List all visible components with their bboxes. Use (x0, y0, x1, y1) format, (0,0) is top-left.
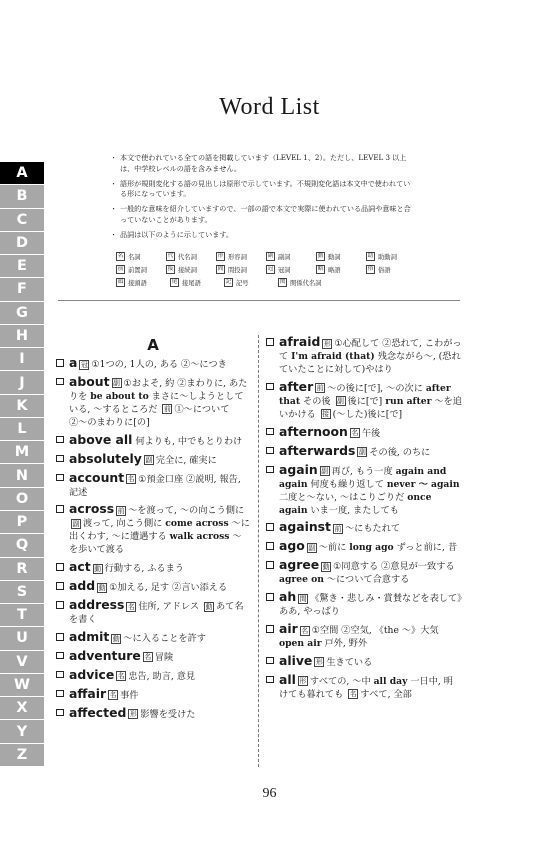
legend-item (216, 265, 266, 274)
entry-checkbox[interactable] (56, 671, 64, 679)
pos-symbol: 名 (127, 475, 135, 484)
headword: against (279, 519, 331, 535)
word-entry (56, 598, 250, 626)
definition-text: 何よりも, 中でもとりわけ (132, 435, 243, 447)
alphabet-tab-b[interactable]: B (0, 185, 44, 208)
phrase: all day (373, 675, 408, 687)
section-heading: A (147, 336, 159, 354)
pos-symbol: 動 (317, 253, 324, 259)
word-entry (56, 649, 250, 664)
phrase: run after (385, 395, 432, 407)
entry-checkbox[interactable] (266, 466, 274, 474)
pos-symbol: 動 (94, 564, 102, 573)
word-entry (266, 590, 462, 618)
entry-checkbox[interactable] (266, 561, 274, 569)
legend-label: 名詞 (128, 254, 141, 261)
pos-symbol: 副 (267, 253, 274, 259)
definition-text: 〜に出くわす, 〜に遭遇する (69, 518, 250, 543)
word-entry (56, 630, 250, 645)
pos-symbol: 名 (117, 672, 125, 681)
entry-checkbox[interactable] (56, 359, 64, 367)
headword: about (69, 373, 110, 389)
phrase: after that (279, 382, 451, 407)
entry-checkbox[interactable] (56, 455, 64, 463)
legend-label: 接尾語 (182, 280, 201, 287)
definition-text: 忠告, 助言, 意見 (128, 670, 196, 682)
definition-text: 事件 (120, 689, 139, 701)
headword: air (279, 621, 298, 637)
headword: add (69, 578, 96, 594)
pos-symbol: 間 (217, 266, 224, 272)
entry-checkbox[interactable] (56, 690, 64, 698)
definition-text: 〜の後に[で], 〜の次に (327, 382, 426, 394)
pos-symbol: 略 (317, 266, 324, 272)
pos-symbol: 前 (316, 384, 324, 393)
phrase: come across (165, 518, 229, 530)
pos-symbol: 代 (167, 253, 174, 259)
headword: afraid (279, 334, 321, 349)
phrase: walk across (169, 531, 230, 543)
pos-symbol: 動 (112, 634, 120, 643)
pos-symbol: 形 (217, 253, 224, 259)
definition-text: ずっと前に, 昔 (393, 542, 458, 554)
headword: ah (279, 589, 297, 605)
pos-symbol: 前 (334, 524, 342, 533)
headword: affair (69, 685, 107, 701)
legend-label: 略語 (328, 267, 341, 274)
definition-text: あて名を書く (69, 601, 244, 626)
pos-symbol: 名 (117, 253, 124, 259)
definition-text: ①空間 ②空気, 《the 〜》大気 (311, 625, 439, 637)
legend-item (316, 252, 366, 261)
definition-text: 住所, アドレス (138, 601, 202, 613)
entry-checkbox[interactable] (56, 563, 64, 571)
pos-symbol: 名 (301, 626, 309, 635)
entry-checkbox[interactable] (56, 709, 64, 717)
alphabet-tab-u[interactable]: U (0, 627, 44, 650)
definition-text: 二度と〜ない, 〜はこりごりだ (279, 491, 408, 503)
alphabet-tab-k[interactable]: K (0, 395, 44, 418)
word-entry (56, 471, 250, 499)
headword: afterwards (279, 442, 356, 458)
entry-checkbox[interactable] (266, 523, 274, 531)
legend-item (116, 252, 166, 261)
word-entry (56, 356, 250, 371)
pos-symbol: 助 (367, 253, 374, 259)
definition-text: すべての, 〜中 (309, 675, 374, 687)
column-divider (258, 335, 259, 767)
definition-text: 〜を渡って, 〜の向こう側に (128, 505, 245, 517)
pos-symbol: 形 (315, 658, 323, 667)
definition-text: 〜に入ることを許す (123, 633, 206, 645)
word-entry (56, 668, 250, 683)
pos-symbol: 動 (98, 583, 106, 592)
legend-label: 関係代名詞 (290, 280, 322, 287)
pos-symbol: 接 (167, 266, 174, 272)
divider (58, 300, 460, 301)
pos-symbol: 接 (322, 410, 330, 419)
entry-checkbox[interactable] (266, 676, 274, 684)
phrase: be about to (90, 390, 149, 402)
word-entry (56, 375, 250, 429)
pos-symbol: 動 (205, 602, 213, 611)
definition-text: 〜を歩いて渡る (69, 531, 242, 556)
legend-label: 冠詞 (278, 267, 291, 274)
part-of-speech-legend (116, 250, 416, 289)
definition-text: その後, のちに (369, 446, 431, 458)
pos-symbol: 形 (299, 677, 307, 686)
word-entry (266, 380, 462, 421)
pos-symbol: 名 (351, 429, 359, 438)
alphabet-tab-j[interactable]: J (0, 371, 44, 394)
word-entry (266, 520, 462, 535)
alphabet-tab-s[interactable]: S (0, 581, 44, 604)
definition-text: 〜を追いかける (279, 395, 462, 420)
pos-symbol: 副 (321, 467, 329, 476)
legend-item (266, 265, 316, 274)
pos-symbol: 間 (299, 594, 307, 603)
usage-note: ・ 一般的な意味を紹介していますので、一部の語で本文で実際に使われている品詞や意味と合っていないことがあります。 (112, 204, 412, 226)
legend-item (170, 278, 224, 287)
pos-symbol: 俗 (367, 266, 374, 272)
word-entry (56, 452, 250, 467)
pos-symbol: 記 (225, 279, 232, 285)
pos-symbol: 副 (308, 543, 316, 552)
headword: act (69, 559, 91, 575)
headword: alive (279, 652, 313, 668)
usage-note: ・ 本文で使われている全ての語を掲載しています（LEVEL 1、2）。ただし、LEVEL 3 以上は、中学校レベルの語を含みません。 (112, 153, 412, 175)
headword: adventure (69, 647, 141, 663)
word-entry (266, 673, 462, 701)
usage-notes (112, 153, 412, 245)
word-entry (266, 539, 462, 554)
definition-text: ①加える, 足す ②言い添える (109, 582, 228, 594)
alphabet-tab-e[interactable]: E (0, 255, 44, 278)
legend-item (366, 265, 416, 274)
legend-label: 助動詞 (378, 254, 397, 261)
definition-text: ①同意する ②意見が一致する (333, 561, 455, 573)
pos-symbol: 頭 (117, 279, 124, 285)
legend-label: 記号 (236, 280, 249, 287)
definition-text: 《驚き・悲しみ・賞賛などを表して》ああ, やっぱり (279, 593, 462, 618)
pos-symbol: 名 (127, 602, 135, 611)
headword: agree (279, 557, 320, 573)
word-entry (56, 560, 250, 575)
entry-checkbox[interactable] (56, 652, 64, 660)
legend-label: 接続詞 (178, 267, 197, 274)
pos-symbol: 副 (358, 448, 366, 457)
word-entry (56, 502, 250, 556)
pos-symbol: 前 (117, 266, 124, 272)
legend-item (166, 252, 216, 261)
entry-checkbox[interactable] (266, 428, 274, 436)
page-number: 96 (262, 786, 277, 801)
word-entry (56, 687, 250, 702)
pos-symbol: 名 (144, 653, 152, 662)
legend-item (366, 252, 416, 261)
entry-checkbox[interactable] (266, 383, 274, 391)
definition-text: ①心配して ②恐れて, こわがって (279, 338, 462, 362)
entry-checkbox[interactable] (56, 436, 64, 444)
pos-symbol: 副 (113, 379, 120, 388)
legend-row (116, 263, 416, 276)
word-entry (266, 558, 462, 586)
headword: ago (279, 538, 305, 554)
entry-checkbox[interactable] (56, 505, 64, 513)
definition-text: すべて, 全部 (360, 688, 412, 700)
pos-symbol: 関 (279, 279, 286, 285)
headword: afternoon (279, 423, 348, 439)
phrase: I'm afraid (that) (291, 351, 375, 362)
word-entry (266, 622, 462, 650)
definition-text: 戸外, 野外 (321, 638, 368, 650)
usage-note: ・ 語形が規則変化する語の見出しは原形で示しています。不規則変化語は本文中で使われている形になっています。 (112, 179, 412, 201)
legend-item (316, 265, 366, 274)
phrase: long ago (349, 542, 394, 554)
alphabet-index (0, 162, 44, 767)
entry-checkbox[interactable] (56, 474, 64, 482)
legend-label: 俗語 (378, 267, 391, 274)
legend-item (166, 265, 216, 274)
phrase: again and again (279, 465, 447, 490)
alphabet-tab-r[interactable]: R (0, 558, 44, 581)
legend-label: 形容詞 (228, 254, 247, 261)
alphabet-tab-l[interactable]: L (0, 418, 44, 441)
legend-row (116, 276, 416, 289)
alphabet-tab-o[interactable]: O (0, 488, 44, 511)
legend-item (224, 278, 278, 287)
legend-row (116, 250, 416, 263)
word-entry (56, 706, 250, 721)
word-entry (266, 425, 462, 440)
legend-label: 接頭語 (128, 280, 147, 287)
alphabet-tab-x[interactable]: X (0, 697, 44, 720)
alphabet-tab-n[interactable]: N (0, 464, 44, 487)
pos-symbol: 副 (145, 456, 153, 465)
alphabet-tab-p[interactable]: P (0, 511, 44, 534)
entry-checkbox[interactable] (266, 542, 274, 550)
headword: affected (69, 704, 127, 720)
headword: above all (69, 431, 133, 447)
headword: again (279, 461, 318, 477)
definition-text: (〜した)後に[で] (332, 408, 403, 420)
pos-symbol: 前 (164, 405, 171, 414)
headword: after (279, 378, 314, 394)
pos-symbol: 副 (72, 519, 80, 528)
headword: a (69, 355, 78, 370)
phrase: agree on (279, 574, 324, 586)
definition-text: ①およそ, 約 ②まわりに, あたりを (69, 377, 248, 402)
alphabet-tab-w[interactable]: W (0, 674, 44, 697)
legend-item (216, 252, 266, 261)
definition-text: 渡って, 向こう側に (83, 518, 166, 530)
headword: absolutely (69, 450, 142, 466)
definition-text: 〜前に (318, 542, 350, 554)
alphabet-tab-v[interactable]: V (0, 651, 44, 674)
definition-text: ①預金口座 ②説明, 報告, 記述 (69, 473, 241, 498)
headword: all (279, 671, 296, 687)
alphabet-tab-q[interactable]: Q (0, 534, 44, 557)
definition-text: いま一度, またしても (307, 504, 399, 516)
legend-item (278, 278, 332, 287)
definition-text: 完全に, 確実に (155, 454, 217, 466)
word-entry (56, 579, 250, 594)
word-entry (266, 335, 462, 376)
pos-symbol: 冠 (80, 360, 88, 369)
definition-text: 一日中, 明けても暮れても (279, 675, 453, 700)
alphabet-tab-t[interactable]: T (0, 604, 44, 627)
definition-text: 後に[で] (347, 395, 386, 407)
definition-text: 冒険 (154, 651, 174, 663)
legend-item (116, 278, 170, 287)
pos-symbol: 動 (322, 562, 330, 571)
usage-note: ・ 品詞は以下のように示しています。 (112, 230, 412, 241)
headword: across (69, 501, 115, 517)
entry-checkbox[interactable] (56, 378, 64, 386)
word-entry (56, 433, 250, 448)
legend-label: 間投詞 (228, 267, 247, 274)
entry-checkbox[interactable] (266, 593, 274, 601)
legend-label: 動詞 (328, 254, 341, 261)
entry-checkbox[interactable] (56, 582, 64, 590)
alphabet-tab-g[interactable]: G (0, 302, 44, 325)
alphabet-tab-c[interactable]: C (0, 209, 44, 232)
legend-label: 前置詞 (128, 267, 147, 274)
phrase: open air (279, 638, 322, 650)
alphabet-tab-f[interactable]: F (0, 278, 44, 301)
pos-symbol: 名 (109, 691, 117, 700)
word-entry (266, 444, 462, 459)
definition-text: その後 (300, 395, 334, 407)
word-column-right (266, 335, 462, 705)
pos-symbol: 冠 (267, 266, 274, 272)
definition-text: 影響を受けた (140, 708, 196, 720)
definition-text: 〜にもたれて (344, 523, 401, 535)
headword: admit (69, 629, 110, 645)
entry-checkbox[interactable] (266, 625, 274, 633)
word-entry (266, 654, 462, 669)
pos-symbol: 前 (117, 506, 125, 515)
alphabet-tab-a[interactable]: A (0, 162, 44, 185)
definition-text: 〜について合意する (323, 574, 410, 586)
word-column-left (56, 335, 250, 724)
definition-text: 何度も繰り返して (307, 478, 387, 490)
definition-text: 行動する, ふるまう (104, 563, 184, 575)
headword: address (69, 597, 125, 613)
alphabet-tab-z[interactable]: Z (0, 744, 44, 767)
legend-item (266, 252, 316, 261)
alphabet-tab-h[interactable]: H (0, 325, 44, 348)
phrase: never 〜 again (386, 478, 460, 490)
definition-text: ①〜について ②〜のまわりに[の] (69, 403, 230, 428)
pos-symbol: 名 (349, 690, 357, 699)
alphabet-tab-y[interactable]: Y (0, 720, 44, 743)
page-title: Word List (219, 94, 320, 120)
phrase: once again (279, 491, 432, 516)
alphabet-tab-m[interactable]: M (0, 441, 44, 464)
alphabet-tab-d[interactable]: D (0, 232, 44, 255)
headword: advice (69, 666, 115, 682)
entry-checkbox[interactable] (56, 601, 64, 609)
definition-text: 生きている (326, 656, 373, 668)
legend-label: 副詞 (278, 254, 291, 261)
pos-symbol: 尾 (171, 279, 178, 285)
definition-text: 再び, もう一度 (331, 465, 396, 477)
entry-checkbox[interactable] (56, 633, 64, 641)
legend-label: 代名詞 (178, 254, 197, 261)
definition-text: まさに〜しようとしている, 〜するところだ (69, 390, 244, 415)
word-entry (266, 463, 462, 517)
legend-item (116, 265, 166, 274)
pos-symbol: 副 (337, 397, 344, 406)
definition-text: ①1つの, 1人の, ある ②〜につき (91, 359, 227, 370)
entry-checkbox[interactable] (266, 657, 274, 665)
pos-symbol: 形 (323, 339, 331, 348)
entry-checkbox[interactable] (266, 338, 274, 346)
definition-text: 残念ながら〜, (恐れていたことに対して)やはり (279, 351, 461, 375)
alphabet-tab-i[interactable]: I (0, 348, 44, 371)
pos-symbol: 形 (129, 710, 137, 719)
definition-text: 午後 (361, 427, 381, 439)
entry-checkbox[interactable] (266, 447, 274, 455)
headword: account (69, 469, 125, 485)
